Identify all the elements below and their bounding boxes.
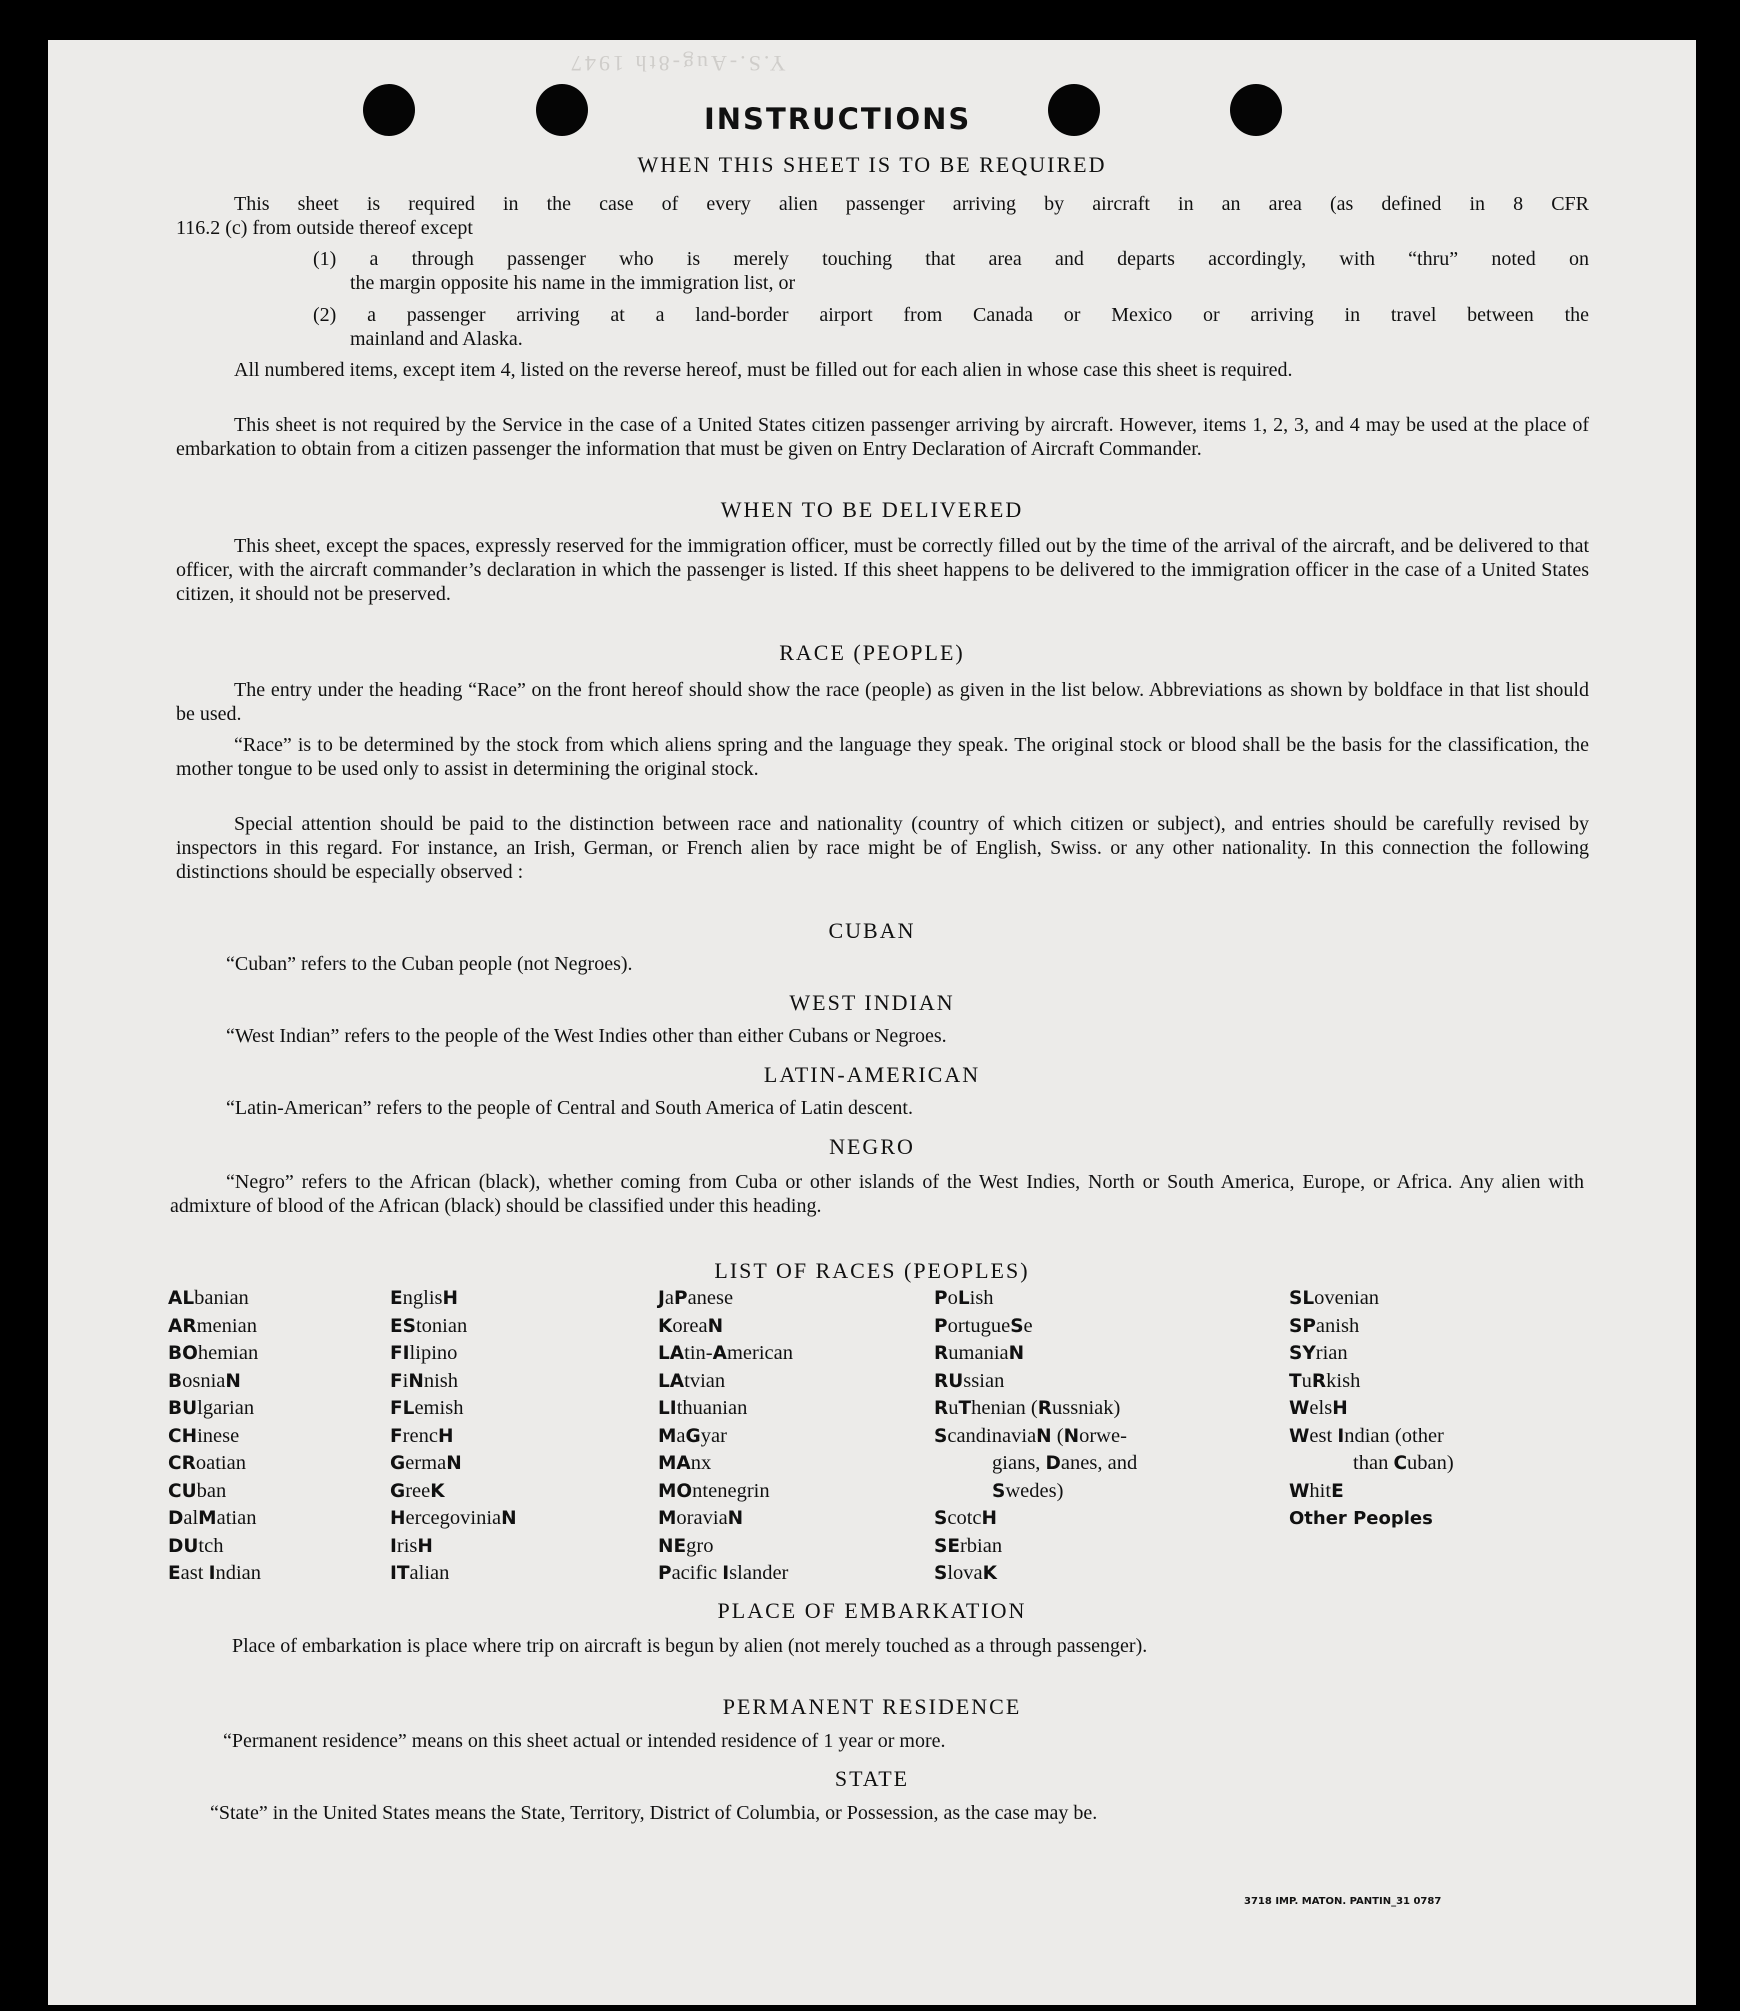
punch-hole-1 (363, 84, 415, 136)
race-p2: “Race” is to be determined by the stock from which aliens spring and the language they speak. The original stock or blood shall be the basis for the classification, the mother tongue to be used only to assist in determining the original stock. (176, 734, 1589, 780)
when-required-p3: This sheet is not required by the Service in the case of a United States citizen passenger arriving by aircraft. However, items 1, 2, 3, and 4 may be used at the place of embarkation to obtain from a citizen passenger the information that must be given on Entry Declaration of Aircraft Commander. (176, 414, 1589, 460)
races-column-1 (168, 1285, 261, 1588)
race-entry: Pacific Islander (658, 1562, 789, 1584)
race-entry: LAtin-American (658, 1342, 793, 1364)
race-entry: TuRkish (1289, 1369, 1361, 1392)
residence-text: “Permanent residence” means on this sheet actual or intended residence of 1 year or more. (223, 1730, 946, 1752)
when-required-p1a: This sheet is required in the case of every alien passenger arriving by aircraft in an area (as defined in 8 CFR (234, 193, 1589, 215)
heading-cuban: CUBAN (828, 918, 916, 943)
race-entry: NEgro (658, 1534, 714, 1557)
race-entry: FiNnish (390, 1369, 459, 1392)
races-column-3 (658, 1285, 793, 1588)
heading-state: STATE (834, 1766, 910, 1791)
races-column-5 (1289, 1285, 1454, 1533)
heading-when-delivered: WHEN TO BE DELIVERED (720, 497, 1024, 522)
printer-imprint: 3718 IMP. MATON. PANTIN_31 0787 (1244, 1896, 1442, 1907)
race-entry: LAtvian (658, 1369, 726, 1392)
when-required-item1a: (1) a through passenger who is merely touching that area and departs accordingly, with “thru” noted on (313, 248, 1589, 270)
heading-races-list: LIST OF RACES (PEOPLES) (714, 1258, 1030, 1283)
race-entry: Swedes) (992, 1479, 1064, 1502)
race-entry: East Indian (168, 1562, 262, 1584)
race-entry: EnglisH (390, 1287, 459, 1309)
race-entry: SErbian (934, 1534, 1003, 1557)
when-required-item1b: the margin opposite his name in the immigration list, or (350, 272, 796, 294)
race-entry: BUlgarian (168, 1397, 255, 1419)
race-entry: PoLish (934, 1287, 994, 1309)
race-entry: CUban (168, 1479, 227, 1502)
when-required-p1b: 116.2 (c) from outside thereof except (176, 217, 473, 239)
race-p3: Special attention should be paid to the distinction between race and nationality (country of which citizen or subject), and entries should be carefully revised by inspectors in this regard. For instance, an Irish, German, or French alien by race might be of English, Swiss. or any other nationality. In this connection the following distinctions should be especially observed : (176, 813, 1589, 883)
race-entry: ScotcH (934, 1507, 997, 1529)
race-p1: The entry under the heading “Race” on the front hereof should show the race (people) as given in the list below. Abbreviations as shown by boldface in that list should be used. (176, 679, 1589, 725)
punch-hole-4 (1230, 84, 1282, 136)
when-required-item2a: (2) a passenger arriving at a land-border airport from Canada or Mexico or arriving in travel between the (313, 304, 1589, 326)
race-entry: RuThenian (Russniak) (934, 1397, 1121, 1419)
state-text: “State” in the United States means the State, Territory, District of Columbia, or Possession, as the case may be. (210, 1802, 1098, 1824)
race-entry: SPanish (1289, 1314, 1360, 1337)
race-entry: EStonian (390, 1314, 468, 1337)
race-entry: SLovenian (1289, 1287, 1380, 1309)
race-entry: West Indian (other (1289, 1424, 1444, 1447)
race-entry: LIthuanian (658, 1397, 748, 1419)
heading-west-indian: WEST INDIAN (789, 990, 955, 1015)
document-sheet (48, 40, 1696, 2005)
page-title: INSTRUCTIONS (704, 102, 972, 136)
latin-american-text: “Latin-American” refers to the people of Central and South America of Latin descent. (226, 1097, 913, 1119)
races-column-4 (934, 1285, 1137, 1588)
race-entry: HercegoviniaN (390, 1507, 517, 1529)
punch-hole-2 (536, 84, 588, 136)
race-entry: DUtch (168, 1534, 224, 1557)
race-entry: ALbanian (168, 1287, 249, 1309)
race-entry: ITalian (390, 1562, 450, 1584)
race-entry: SlovaK (934, 1562, 997, 1584)
race-entry: JaPanese (658, 1287, 734, 1309)
race-entry: gians, Danes, and (992, 1452, 1138, 1474)
when-delivered-p1: This sheet, except the spaces, expressly reserved for the immigration officer, must be correctly filled out by the time of the arrival of the aircraft, and be delivered to that officer, with the aircraft commander’s declaration in which the passenger is listed. If this sheet happens to be delivered to the immigration officer in the case of a United States citizen, it should not be preserved. (176, 535, 1589, 605)
race-entry: BOhemian (168, 1342, 259, 1364)
race-entry: RUssian (934, 1369, 1005, 1392)
race-entry: GermaN (390, 1452, 462, 1474)
race-entry: MaGyar (658, 1424, 727, 1447)
race-entry: FIlipino (390, 1342, 458, 1364)
heading-when-required: WHEN THIS SHEET IS TO BE REQUIRED (637, 152, 1107, 177)
race-entry: FrencH (390, 1424, 454, 1447)
race-entry: Other Peoples (1289, 1508, 1433, 1529)
race-entry: WelsH (1289, 1397, 1348, 1419)
heading-negro: NEGRO (829, 1134, 915, 1159)
race-entry: SYrian (1289, 1342, 1348, 1364)
race-entry: IrisH (390, 1534, 433, 1557)
when-required-item2b: mainland and Alaska. (350, 328, 523, 350)
heading-residence: PERMANENT RESIDENCE (722, 1694, 1022, 1719)
race-entry: MoraviaN (658, 1507, 744, 1529)
heading-latin-american: LATIN-AMERICAN (763, 1062, 981, 1087)
heading-embarkation: PLACE OF EMBARKATION (717, 1598, 1027, 1623)
race-entry: PortugueSe (934, 1314, 1033, 1337)
faded-stamp: Y.S.-Aug-8th 1947 (568, 51, 786, 76)
race-entry: MAnx (658, 1452, 712, 1474)
race-entry: ScandinaviaN (Norwe- (934, 1424, 1127, 1447)
race-entry: CHinese (168, 1424, 240, 1447)
race-entry: MOntenegrin (658, 1479, 770, 1502)
race-entry: KoreaN (658, 1314, 724, 1337)
race-entry: BosniaN (168, 1369, 241, 1392)
heading-race: RACE (PEOPLE) (779, 640, 965, 665)
race-entry: RumaniaN (934, 1342, 1025, 1364)
embarkation-text: Place of embarkation is place where trip on aircraft is begun by alien (not merely touched as a through passenger). (232, 1635, 1148, 1657)
when-required-p2: All numbered items, except item 4, listed on the reverse hereof, must be filled out for each alien in whose case this sheet is required. (234, 359, 1293, 381)
races-column-2 (390, 1285, 517, 1588)
punch-hole-3 (1048, 84, 1100, 136)
race-entry: DalMatian (168, 1507, 257, 1529)
race-entry: CRoatian (168, 1452, 246, 1474)
west-indian-text: “West Indian” refers to the people of the West Indies other than either Cubans or Negroes. (226, 1025, 947, 1047)
race-entry: GreeK (390, 1479, 445, 1502)
negro-text: “Negro” refers to the African (black), whether coming from Cuba or other islands of the West Indies, North or South America, Europe, or Africa. Any alien with admixture of blood of the African (black) should be classified under this heading. (170, 1171, 1584, 1217)
race-entry: WhitE (1289, 1479, 1344, 1502)
cuban-text: “Cuban” refers to the Cuban people (not Negroes). (226, 953, 633, 975)
race-entry: than Cuban) (1353, 1452, 1454, 1474)
race-entry: FLemish (390, 1397, 464, 1419)
race-entry: ARmenian (168, 1314, 257, 1337)
